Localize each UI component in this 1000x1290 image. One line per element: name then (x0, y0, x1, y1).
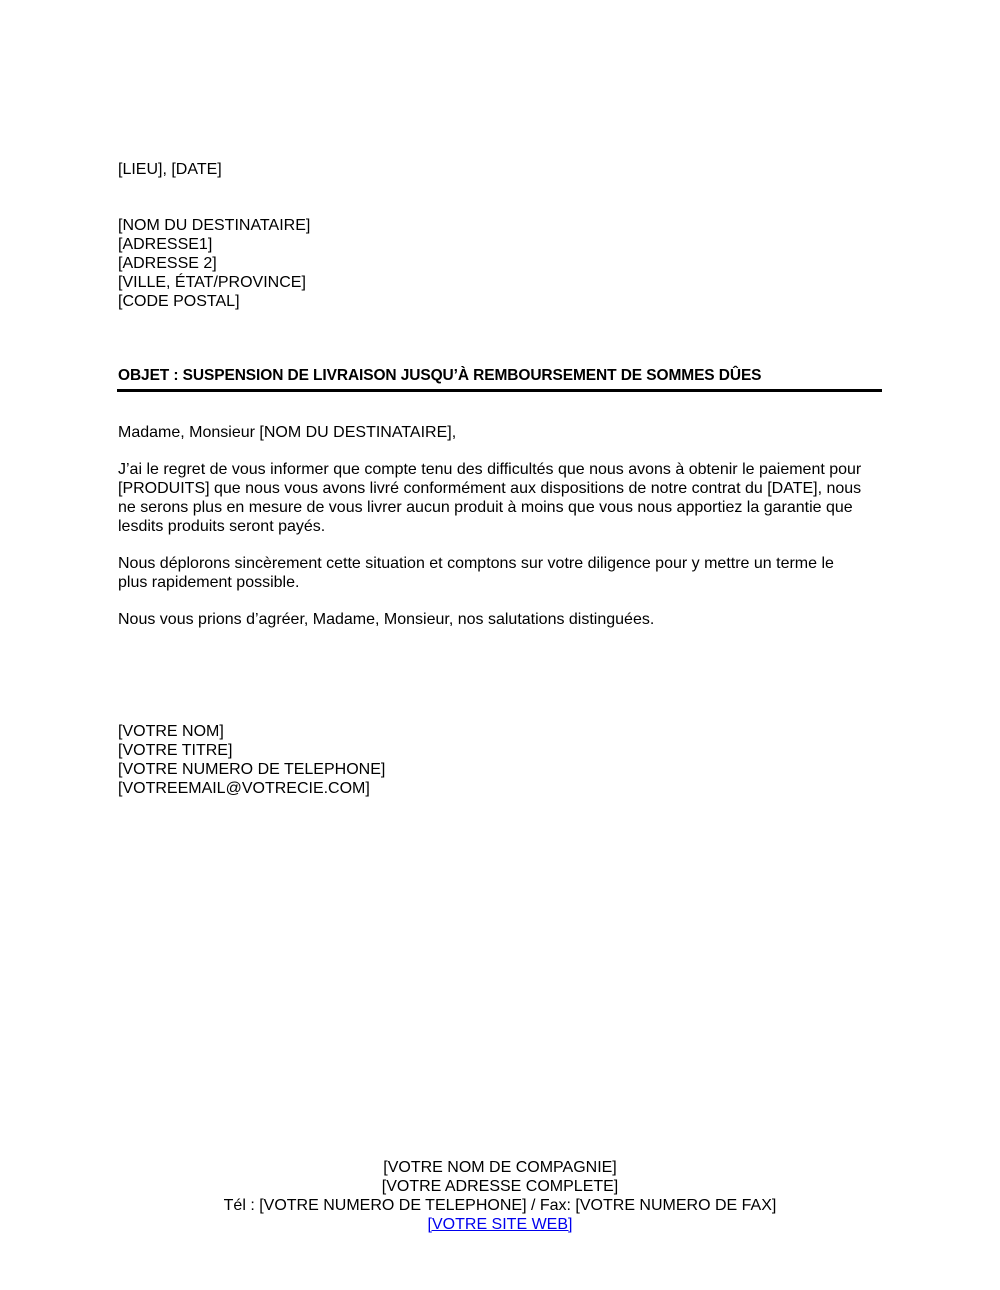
recipient-postal-code: [CODE POSTAL] (118, 293, 240, 310)
paragraph-line: Nous vous prions d’agréer, Madame, Monsieur, nos salutations distinguées. (118, 611, 655, 628)
signature-email: [VOTREEMAIL@VOTRECIE.COM] (118, 780, 370, 797)
paragraph-line: plus rapidement possible. (118, 574, 300, 591)
signature-phone: [VOTRE NUMERO DE TELEPHONE] (118, 761, 386, 778)
recipient-address1: [ADRESSE1] (118, 236, 213, 253)
body-paragraph-1 (118, 460, 888, 536)
letter-footer (0, 1158, 1000, 1234)
body-paragraph-3 (118, 610, 888, 629)
signature-name: [VOTRE NOM] (118, 723, 224, 740)
paragraph-line: lesdits produits seront payés. (118, 518, 326, 535)
footer-contact: Tél : [VOTRE NUMERO DE TELEPHONE] / Fax: [VOTRE NUMERO DE FAX] (223, 1197, 777, 1214)
place-date (118, 160, 222, 179)
paragraph-line: [PRODUITS] que nous vous avons livré conformément aux dispositions de notre contrat du [DATE], nous (118, 480, 862, 497)
paragraph-line: ne serons plus en mesure de vous livrer aucun produit à moins que vous nous apportiez la garantie que (118, 499, 853, 516)
footer-address: [VOTRE ADRESSE COMPLETE] (381, 1178, 619, 1195)
signature-title: [VOTRE TITRE] (118, 742, 233, 759)
signature-block (118, 722, 385, 798)
recipient-address2: [ADRESSE 2] (118, 255, 217, 272)
paragraph-line: Nous déplorons sincèrement cette situation et comptons sur votre diligence pour y mettre un terme le (118, 555, 834, 572)
place-date-text: [LIEU], [DATE] (118, 161, 222, 178)
body-paragraph-2 (118, 554, 888, 592)
recipient-block (118, 216, 310, 311)
footer-company: [VOTRE NOM DE COMPAGNIE] (383, 1159, 617, 1176)
recipient-name: [NOM DU DESTINATAIRE] (118, 217, 311, 234)
subject-divider (117, 389, 882, 392)
subject-line: OBJET : SUSPENSION DE LIVRAISON JUSQU’À REMBOURSEMENT DE SOMMES DÛES (118, 367, 762, 384)
recipient-city-state: [VILLE, ÉTAT/PROVINCE] (118, 274, 306, 291)
salutation: Madame, Monsieur [NOM DU DESTINATAIRE], (118, 424, 457, 441)
footer-website-link[interactable]: [VOTRE SITE WEB] (427, 1216, 573, 1233)
paragraph-line: J’ai le regret de vous informer que compte tenu des difficultés que nous avons à obtenir le paiement pour (118, 461, 862, 478)
